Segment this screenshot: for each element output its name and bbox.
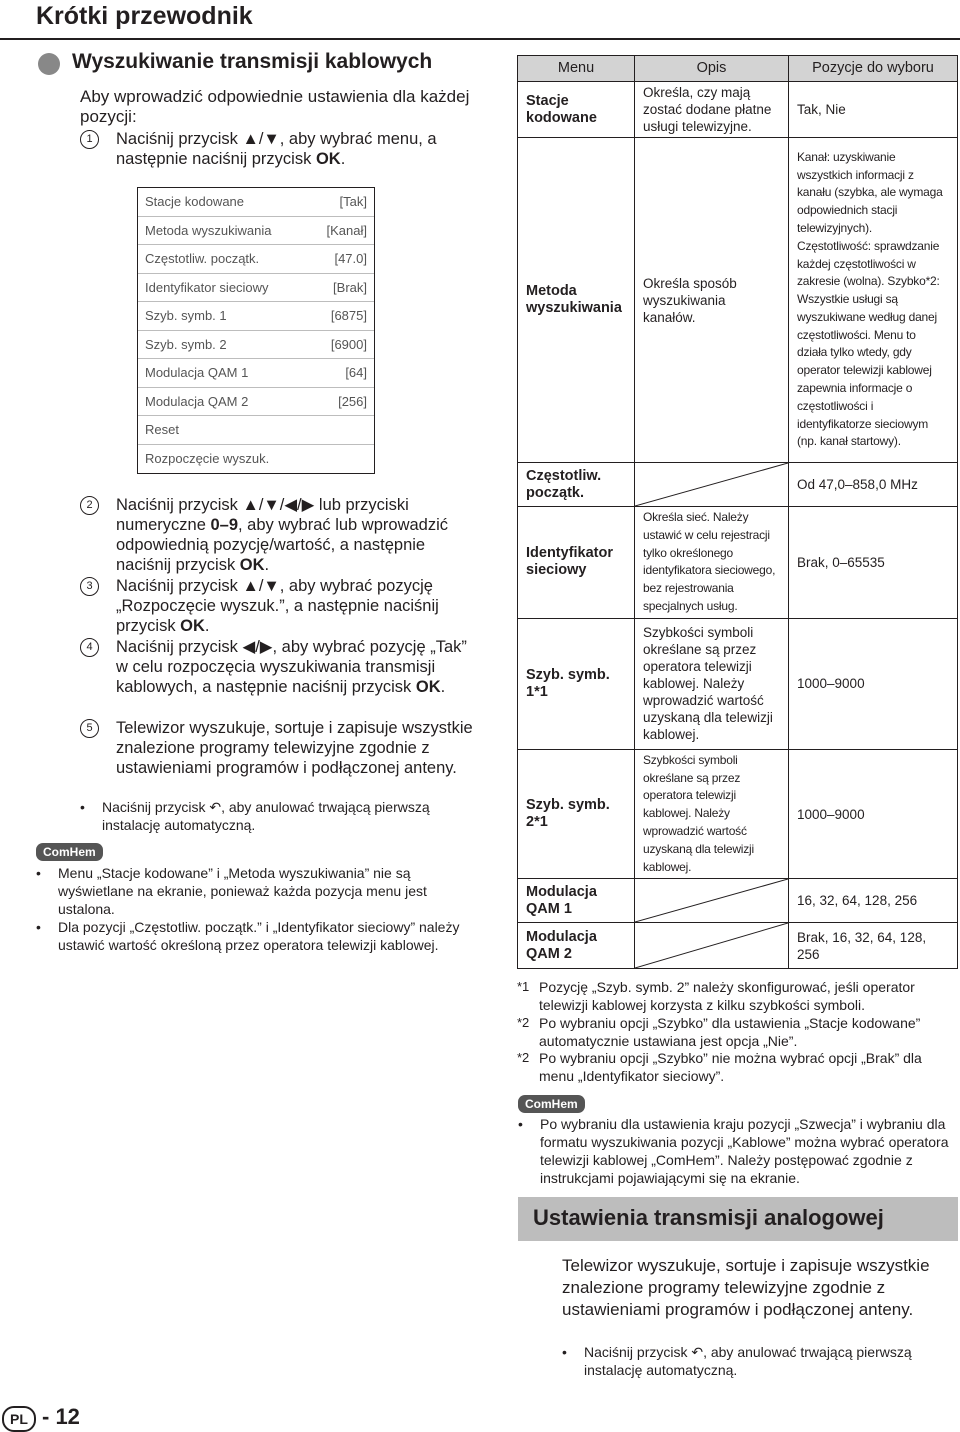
title-divider bbox=[0, 38, 960, 40]
menu-row-value: [47.0] bbox=[334, 251, 367, 267]
step-5 bbox=[80, 718, 480, 778]
cell-desc: Określa, czy mają zostać dodane płatne usługi telewizyjne. bbox=[635, 82, 789, 138]
page-title: Krótki przewodnik bbox=[36, 2, 253, 30]
menu-row[interactable] bbox=[138, 331, 374, 360]
menu-row-label: Modulacja QAM 1 bbox=[145, 365, 249, 381]
table-row bbox=[518, 463, 958, 507]
step-number: 2 bbox=[80, 496, 99, 515]
menu-row-label: Identyfikator sieciowy bbox=[145, 279, 269, 295]
ok-key-label: OK bbox=[315, 150, 341, 168]
on-screen-menu bbox=[137, 187, 375, 474]
step-number: 4 bbox=[80, 638, 99, 657]
comhem-badge: ComHem bbox=[36, 843, 103, 861]
step-text: Naciśnij przycisk ◀/▶, aby wybrać pozycję „Tak” w celu rozpoczęcia wyszukiwania transmisji kablowych, a następnie naciśnij przycisk bbox=[116, 638, 467, 696]
table-header-row bbox=[518, 56, 958, 82]
step-number: 3 bbox=[80, 577, 99, 596]
footnote-mark: *1 bbox=[517, 979, 530, 994]
table-row bbox=[518, 618, 958, 749]
step-text-mid: , aby wybrać lub wprowadzić odpowiednią pozycję/wartość, a następnie naciśnij przycisk bbox=[116, 516, 449, 574]
step-number: 5 bbox=[80, 719, 99, 738]
menu-row-label: Reset bbox=[145, 422, 179, 438]
section-intro: Aby wprowadzić odpowiednie ustawienia dla każdej pozycji: bbox=[80, 87, 470, 126]
header-options: Pozycje do wyboru bbox=[789, 56, 958, 82]
menu-row-value: [Tak] bbox=[339, 194, 367, 210]
cell-menu: Częstotliw. początk. bbox=[518, 463, 635, 507]
bullet-dot-icon: • bbox=[562, 1344, 567, 1360]
cell-menu: Stacje kodowane bbox=[518, 82, 635, 138]
analog-text: Telewizor wyszukuje, sortuje i zapisuje wszystkie znalezione programy telewizyjne zgodnie z ustawieniami programów i podłączonej anteny. bbox=[562, 1256, 930, 1319]
menu-row[interactable] bbox=[138, 445, 374, 474]
cell-menu: Szyb. symb. 1*1 bbox=[518, 618, 635, 749]
cell-menu: Metoda wyszukiwania bbox=[518, 138, 635, 463]
cell-options: 16, 32, 64, 128, 256 bbox=[789, 879, 958, 923]
step-4 bbox=[80, 637, 480, 697]
menu-row-value: [6900] bbox=[330, 336, 367, 352]
section-heading: Wyszukiwanie transmisji kablowych bbox=[72, 50, 433, 73]
note-text: Naciśnij przycisk ↶, aby anulować trwającą pierwszą instalację automatyczną. bbox=[584, 1344, 912, 1378]
cell-menu: Modulacja QAM 1 bbox=[518, 879, 635, 923]
footnote-2 bbox=[517, 1014, 957, 1050]
cell-menu: Identyfikator sieciowy bbox=[518, 507, 635, 619]
note-return bbox=[80, 798, 480, 834]
cell-options: Od 47,0–858,0 MHz bbox=[789, 463, 958, 507]
not-applicable-slash-icon bbox=[635, 879, 788, 922]
footnote-mark: *2 bbox=[517, 1015, 530, 1030]
bullet-dot-icon: • bbox=[518, 1116, 523, 1132]
cell-desc-empty bbox=[635, 463, 789, 507]
step-1 bbox=[80, 129, 480, 169]
cell-options: Kanał: uzyskiwanie wszystkich informacji z kanału (szybka, ale wymaga odpowiednich stacji telewizyjnych). Częstotliwość: sprawdzanie każdej częstotliwości w zakresie (wolna). Szybko*2: Wszystkie usługi są wyszukiwane według danej częstotliwości. Menu to działa tylko wtedy, gdy operator telewizji kablowej zapewnia informacje o częstotliwości i identyfikatorze sieciowym (np. kanał startowy). bbox=[789, 138, 958, 463]
footnote-text: Po wybraniu opcji „Szybko” nie można wybrać opcji „Brak” dla menu „Identyfikator sieciowy”. bbox=[539, 1050, 922, 1084]
page-number: - 12 bbox=[42, 1404, 80, 1429]
step-2 bbox=[80, 495, 480, 575]
cell-options: Brak, 0–65535 bbox=[789, 507, 958, 619]
cell-menu: Modulacja QAM 2 bbox=[518, 923, 635, 969]
menu-row[interactable] bbox=[138, 188, 374, 217]
bullet-dot-icon: • bbox=[36, 865, 41, 881]
menu-row-label: Częstotliw. początk. bbox=[145, 251, 260, 267]
menu-row-value: [Brak] bbox=[333, 279, 367, 295]
cell-desc-empty bbox=[635, 879, 789, 923]
step-text: Naciśnij przycisk ▲/▼/◀/▶ lub przyciski numeryczne bbox=[116, 496, 409, 534]
bullet-dot-icon: • bbox=[36, 919, 41, 935]
not-applicable-slash-icon bbox=[635, 463, 788, 506]
menu-row-value: [256] bbox=[338, 393, 367, 409]
comhem-note-right bbox=[518, 1115, 954, 1187]
step-number: 1 bbox=[80, 130, 99, 149]
step-3 bbox=[80, 576, 480, 636]
footnote-3 bbox=[517, 1049, 957, 1085]
digit-keys-label: 0–9 bbox=[210, 516, 238, 534]
ok-key-label: OK bbox=[415, 678, 441, 696]
bullet-dot-icon: • bbox=[80, 799, 85, 815]
cell-desc: Szybkości symboli określane są przez operatora telewizji kablowej. Należy wprowadzić wartość uzyskaną dla telewizji kablowej. bbox=[635, 749, 789, 879]
table-row bbox=[518, 82, 958, 138]
cell-options: 1000–9000 bbox=[789, 749, 958, 879]
cell-desc-empty bbox=[635, 923, 789, 969]
menu-row-value: [Kanał] bbox=[326, 222, 367, 238]
settings-table bbox=[517, 55, 958, 969]
analog-heading: Ustawienia transmisji analogowej bbox=[533, 1205, 884, 1230]
footnote-text: Po wybraniu opcji „Szybko” dla ustawienia „Stacje kodowane” automatycznie ustawiana jest opcja „Nie”. bbox=[539, 1015, 921, 1049]
cell-desc: Określa sieć. Należy ustawić w celu rejestracji tylko określonego identyfikatora sieciowego, bez rejestrowania specjalnych usług. bbox=[635, 507, 789, 619]
comhem-note-2 bbox=[36, 918, 476, 954]
menu-row-value: [64] bbox=[345, 365, 367, 381]
cell-options: 1000–9000 bbox=[789, 618, 958, 749]
step-text-end: . bbox=[264, 556, 270, 574]
menu-row[interactable] bbox=[138, 274, 374, 303]
footnote-1 bbox=[517, 978, 957, 1014]
cell-options: Tak, Nie bbox=[789, 82, 958, 138]
table-row bbox=[518, 749, 958, 879]
cell-desc: Szybkości symboli określane są przez operatora telewizji kablowej. Należy wprowadzić wartość uzyskaną dla telewizji kablowej. bbox=[635, 618, 789, 749]
menu-row[interactable] bbox=[138, 416, 374, 445]
step-text-end: . bbox=[340, 150, 346, 168]
header-menu: Menu bbox=[518, 56, 635, 82]
step-text: Telewizor wyszukuje, sortuje i zapisuje wszystkie znalezione programy telewizyjne zgodnie z ustawieniami programów i podłączonej anteny. bbox=[116, 719, 473, 777]
menu-row[interactable] bbox=[138, 359, 374, 388]
menu-row[interactable] bbox=[138, 302, 374, 331]
table-row bbox=[518, 879, 958, 923]
analog-note-return bbox=[562, 1343, 952, 1379]
step-text-end: . bbox=[204, 617, 210, 635]
comhem-badge-right: ComHem bbox=[518, 1095, 585, 1113]
step-text: Naciśnij przycisk ▲/▼, aby wybrać pozycję „Rozpoczęcie wyszuk.”, a następnie naciśnij przycisk bbox=[116, 577, 439, 635]
step-text: Naciśnij przycisk ▲/▼, aby wybrać menu, a następnie naciśnij przycisk bbox=[116, 130, 437, 168]
menu-row-label: Rozpoczęcie wyszuk. bbox=[145, 451, 270, 467]
step-text-end: . bbox=[440, 678, 446, 696]
header-desc: Opis bbox=[635, 56, 789, 82]
menu-row-label: Stacje kodowane bbox=[145, 194, 245, 210]
menu-row-label: Szyb. symb. 2 bbox=[145, 336, 227, 352]
comhem-note-1 bbox=[36, 864, 476, 918]
menu-row-label: Metoda wyszukiwania bbox=[145, 222, 272, 238]
table-row bbox=[518, 923, 958, 969]
menu-row[interactable] bbox=[138, 217, 374, 246]
note-text: Naciśnij przycisk ↶, aby anulować trwającą pierwszą instalację automatyczną. bbox=[102, 799, 430, 833]
not-applicable-slash-icon bbox=[635, 923, 788, 968]
ok-key-label: OK bbox=[180, 617, 205, 635]
footnote-mark: *2 bbox=[517, 1050, 530, 1065]
menu-row-value: [6875] bbox=[330, 308, 367, 324]
menu-row-label: Modulacja QAM 2 bbox=[145, 393, 249, 409]
cell-menu: Szyb. symb. 2*1 bbox=[518, 749, 635, 879]
menu-row[interactable] bbox=[138, 388, 374, 417]
cell-options: Brak, 16, 32, 64, 128, 256 bbox=[789, 923, 958, 969]
table-row bbox=[518, 138, 958, 463]
table-row bbox=[518, 507, 958, 619]
note-text: Dla pozycji „Częstotliw. początk.” i „Identyfikator sieciowy” należy ustawić wartość określoną przez operatora telewizji kablowej. bbox=[58, 919, 460, 953]
note-text: Menu „Stacje kodowane” i „Metoda wyszukiwania” nie są wyświetlane na ekranie, ponieważ każda pozycja menu jest ustalona. bbox=[58, 865, 427, 917]
cell-desc: Określa sposób wyszukiwania kanałów. bbox=[635, 138, 789, 463]
menu-row[interactable] bbox=[138, 245, 374, 274]
ok-key-label: OK bbox=[239, 556, 265, 574]
footnote-text: Pozycję „Szyb. symb. 2” należy skonfigurować, jeśli operator telewizji kablowej korzysta z kilku szybkości symboli. bbox=[539, 979, 915, 1013]
menu-row-label: Szyb. symb. 1 bbox=[145, 308, 227, 324]
note-text: Po wybraniu dla ustawienia kraju pozycji „Szwecja” i wybraniu dla formatu wyszukiwania pozycji „Kablowe” można wybrać operatora telewizji kablowej „ComHem”. Należy postępować zgodnie z instrukcjami pojawiającymi się na ekranie. bbox=[540, 1116, 949, 1186]
section-bullet-icon bbox=[38, 53, 60, 75]
language-badge: PL bbox=[2, 1406, 36, 1432]
